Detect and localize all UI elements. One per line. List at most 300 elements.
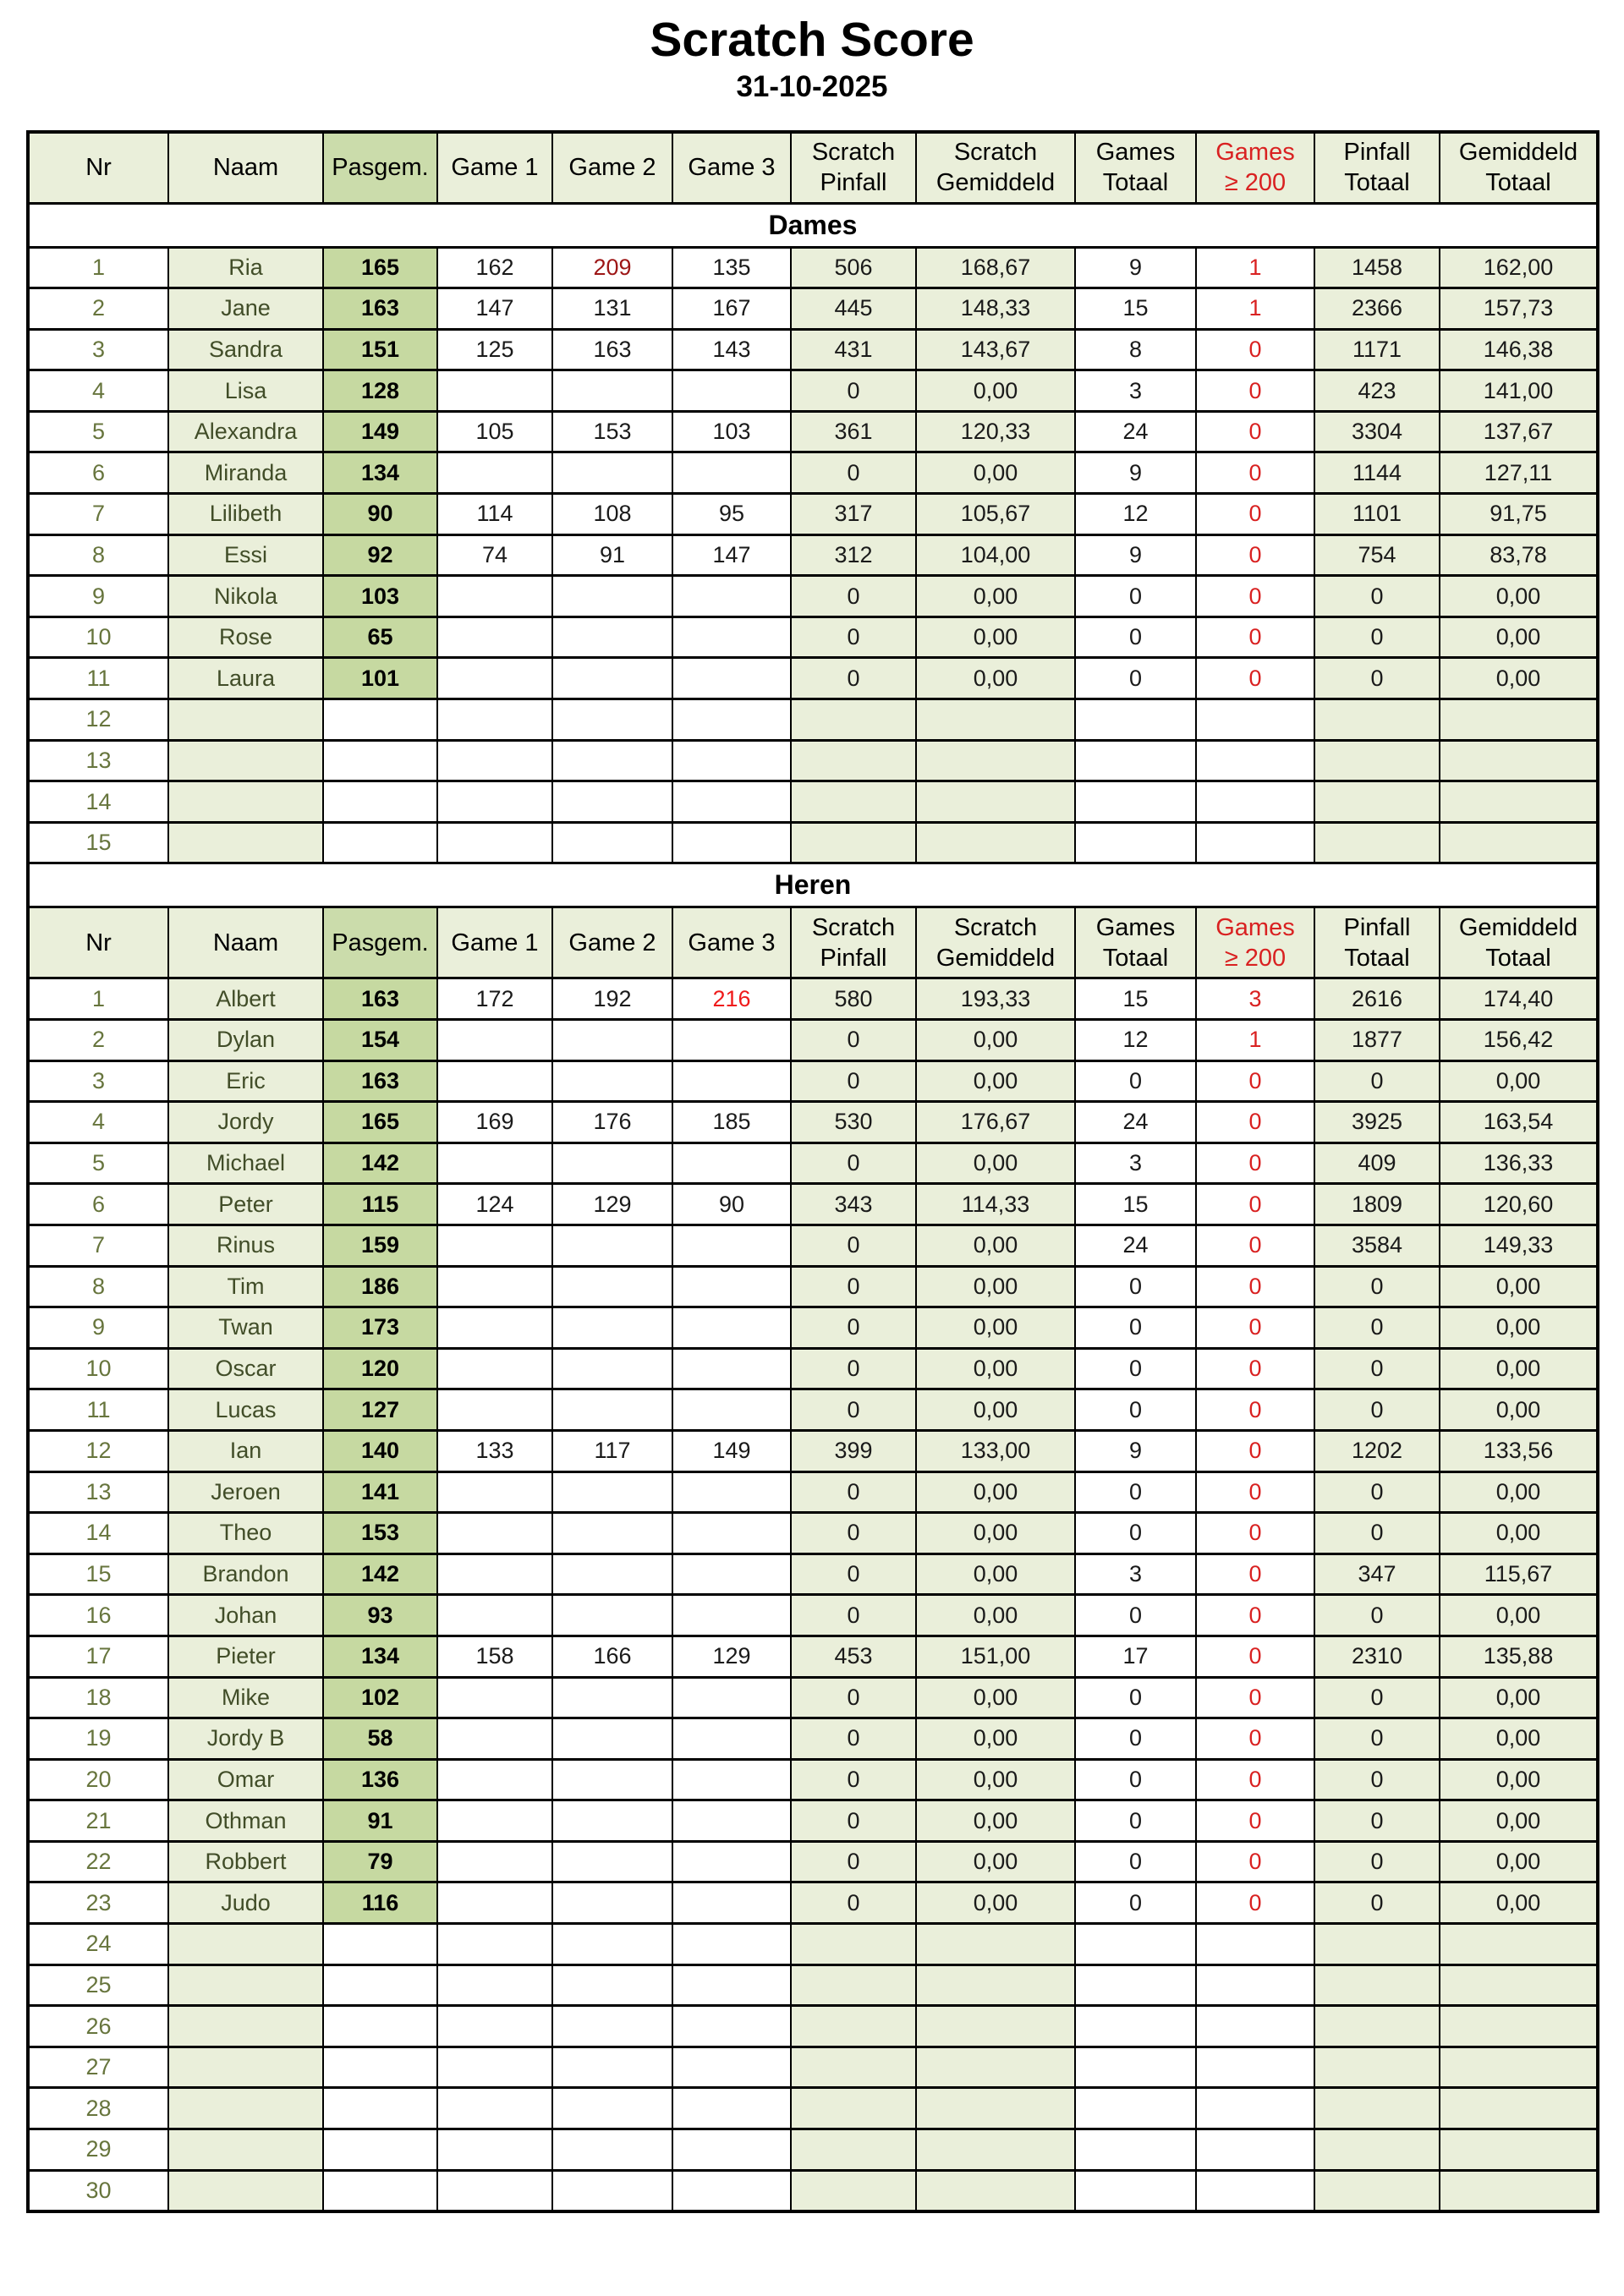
cell-naam: Sandra bbox=[168, 329, 323, 370]
cell-sg bbox=[916, 822, 1075, 863]
cell-pasgem: 151 bbox=[323, 329, 437, 370]
cell-game bbox=[437, 1307, 552, 1349]
cell-g200: 0 bbox=[1196, 658, 1314, 699]
cell-game: 163 bbox=[552, 329, 672, 370]
cell-sg: 193,33 bbox=[916, 978, 1075, 1020]
cell-gem: 146,38 bbox=[1440, 329, 1598, 370]
cell-game bbox=[672, 1471, 791, 1513]
cell-sp: 580 bbox=[791, 978, 916, 1020]
cell-pasgem bbox=[323, 2088, 437, 2129]
cell-pasgem: 142 bbox=[323, 1553, 437, 1595]
cell-gt: 9 bbox=[1075, 247, 1196, 288]
cell-gem: 0,00 bbox=[1440, 576, 1598, 617]
col-header-line: Games bbox=[1095, 913, 1176, 941]
cell-nr: 11 bbox=[28, 658, 168, 699]
cell-game bbox=[437, 1677, 552, 1718]
cell-g200 bbox=[1196, 781, 1314, 823]
cell-naam: Theo bbox=[168, 1513, 323, 1554]
col-header-naam bbox=[168, 132, 323, 203]
cell-naam: Miranda bbox=[168, 452, 323, 494]
cell-sg: 0,00 bbox=[916, 452, 1075, 494]
cell-pasgem: 58 bbox=[323, 1718, 437, 1760]
col-header-line: Pinfall bbox=[1343, 139, 1411, 167]
cell-gem: 0,00 bbox=[1440, 1471, 1598, 1513]
cell-naam: Essi bbox=[168, 534, 323, 576]
cell-gt: 0 bbox=[1075, 616, 1196, 658]
col-header-pasgem bbox=[323, 907, 437, 978]
cell-game: 124 bbox=[437, 1184, 552, 1225]
cell-sp: 0 bbox=[791, 1595, 916, 1636]
cell-pt: 0 bbox=[1314, 1471, 1440, 1513]
cell-sp: 0 bbox=[791, 1020, 916, 1061]
cell-gt bbox=[1075, 2088, 1196, 2129]
col-header-game bbox=[552, 132, 672, 203]
cell-sp: 0 bbox=[791, 1513, 916, 1554]
cell-pt: 2310 bbox=[1314, 1636, 1440, 1677]
col-header-game bbox=[552, 907, 672, 978]
cell-sg: 0,00 bbox=[916, 370, 1075, 412]
cell-gem: 120,60 bbox=[1440, 1184, 1598, 1225]
cell-game: 95 bbox=[672, 494, 791, 535]
cell-game bbox=[672, 2047, 791, 2088]
table-row bbox=[28, 247, 1598, 288]
cell-game bbox=[552, 822, 672, 863]
cell-pasgem: 134 bbox=[323, 1636, 437, 1677]
col-header-line: Game 2 bbox=[568, 929, 656, 956]
cell-nr: 28 bbox=[28, 2088, 168, 2129]
cell-game: 172 bbox=[437, 978, 552, 1020]
table-row bbox=[28, 370, 1598, 412]
cell-sp: 312 bbox=[791, 534, 916, 576]
cell-nr: 8 bbox=[28, 1266, 168, 1307]
cell-sg: 151,00 bbox=[916, 1636, 1075, 1677]
cell-game bbox=[672, 699, 791, 741]
table-row bbox=[28, 2129, 1598, 2171]
cell-sp: 317 bbox=[791, 494, 916, 535]
cell-gt: 0 bbox=[1075, 1266, 1196, 1307]
cell-sp bbox=[791, 1924, 916, 1965]
cell-nr: 23 bbox=[28, 1882, 168, 1924]
cell-game: 91 bbox=[552, 534, 672, 576]
cell-game bbox=[552, 1225, 672, 1266]
cell-nr: 18 bbox=[28, 1677, 168, 1718]
cell-pt bbox=[1314, 1964, 1440, 2006]
cell-sg: 105,67 bbox=[916, 494, 1075, 535]
cell-game bbox=[672, 781, 791, 823]
cell-g200: 0 bbox=[1196, 1595, 1314, 1636]
cell-game bbox=[552, 1924, 672, 1965]
cell-sp: 0 bbox=[791, 1718, 916, 1760]
cell-sp: 399 bbox=[791, 1430, 916, 1471]
cell-gem: 149,33 bbox=[1440, 1225, 1598, 1266]
cell-gem: 0,00 bbox=[1440, 616, 1598, 658]
cell-naam: Jeroen bbox=[168, 1471, 323, 1513]
cell-nr: 4 bbox=[28, 1102, 168, 1143]
cell-pt: 0 bbox=[1314, 1718, 1440, 1760]
cell-sg: 0,00 bbox=[916, 576, 1075, 617]
cell-pasgem: 92 bbox=[323, 534, 437, 576]
cell-gt: 0 bbox=[1075, 1060, 1196, 1102]
cell-gt: 3 bbox=[1075, 1143, 1196, 1184]
cell-naam: Twan bbox=[168, 1307, 323, 1349]
cell-gem: 0,00 bbox=[1440, 1882, 1598, 1924]
cell-gem: 0,00 bbox=[1440, 1718, 1598, 1760]
table-row bbox=[28, 411, 1598, 452]
cell-nr: 8 bbox=[28, 534, 168, 576]
col-header-line: Game 1 bbox=[451, 929, 539, 956]
table-row bbox=[28, 452, 1598, 494]
cell-game bbox=[552, 1841, 672, 1882]
cell-pt: 423 bbox=[1314, 370, 1440, 412]
cell-sg bbox=[916, 699, 1075, 741]
cell-nr: 21 bbox=[28, 1800, 168, 1842]
cell-game bbox=[672, 576, 791, 617]
cell-game bbox=[672, 2088, 791, 2129]
table-row bbox=[28, 1060, 1598, 1102]
col-header-gt bbox=[1075, 132, 1196, 203]
cell-game: 167 bbox=[672, 288, 791, 330]
cell-pt: 0 bbox=[1314, 1677, 1440, 1718]
col-header-line: Totaal bbox=[1485, 169, 1551, 197]
cell-gt: 0 bbox=[1075, 1307, 1196, 1349]
cell-nr: 12 bbox=[28, 699, 168, 741]
col-header-nr bbox=[28, 907, 168, 978]
cell-sp: 0 bbox=[791, 1677, 916, 1718]
col-header-g200 bbox=[1196, 907, 1314, 978]
cell-sg: 0,00 bbox=[916, 1841, 1075, 1882]
cell-sp bbox=[791, 2088, 916, 2129]
cell-pasgem: 79 bbox=[323, 1841, 437, 1882]
cell-game bbox=[552, 2129, 672, 2171]
cell-naam bbox=[168, 699, 323, 741]
cell-pasgem bbox=[323, 1964, 437, 2006]
cell-pasgem: 102 bbox=[323, 1677, 437, 1718]
cell-game bbox=[552, 2170, 672, 2211]
cell-nr: 3 bbox=[28, 1060, 168, 1102]
cell-game bbox=[437, 658, 552, 699]
cell-g200 bbox=[1196, 822, 1314, 863]
page-title: Scratch Score bbox=[650, 13, 974, 67]
cell-pasgem: 163 bbox=[323, 1060, 437, 1102]
cell-nr: 2 bbox=[28, 1020, 168, 1061]
cell-game: 103 bbox=[672, 411, 791, 452]
cell-gt: 3 bbox=[1075, 370, 1196, 412]
cell-gem: 127,11 bbox=[1440, 452, 1598, 494]
cell-game bbox=[437, 1266, 552, 1307]
cell-gt: 3 bbox=[1075, 1553, 1196, 1595]
cell-game bbox=[552, 1595, 672, 1636]
cell-sp bbox=[791, 740, 916, 781]
cell-game bbox=[437, 2129, 552, 2171]
cell-game bbox=[672, 1595, 791, 1636]
cell-nr: 30 bbox=[28, 2170, 168, 2211]
cell-pasgem: 163 bbox=[323, 978, 437, 1020]
cell-pt: 0 bbox=[1314, 1389, 1440, 1431]
cell-sg: 0,00 bbox=[916, 1060, 1075, 1102]
cell-gt bbox=[1075, 1924, 1196, 1965]
cell-gem: 0,00 bbox=[1440, 1266, 1598, 1307]
cell-gt: 12 bbox=[1075, 1020, 1196, 1061]
cell-sp: 0 bbox=[791, 1800, 916, 1842]
cell-naam: Johan bbox=[168, 1595, 323, 1636]
cell-g200: 1 bbox=[1196, 288, 1314, 330]
cell-sg: 148,33 bbox=[916, 288, 1075, 330]
cell-sg: 168,67 bbox=[916, 247, 1075, 288]
cell-game bbox=[437, 452, 552, 494]
table-row bbox=[28, 2088, 1598, 2129]
cell-game: 192 bbox=[552, 978, 672, 1020]
cell-naam: Jane bbox=[168, 288, 323, 330]
cell-game bbox=[672, 1924, 791, 1965]
cell-nr: 29 bbox=[28, 2129, 168, 2171]
cell-sp: 343 bbox=[791, 1184, 916, 1225]
cell-pt: 1809 bbox=[1314, 1184, 1440, 1225]
cell-g200: 0 bbox=[1196, 576, 1314, 617]
cell-gt: 15 bbox=[1075, 978, 1196, 1020]
cell-game: 129 bbox=[672, 1636, 791, 1677]
cell-sp bbox=[791, 699, 916, 741]
cell-pasgem: 116 bbox=[323, 1882, 437, 1924]
cell-game bbox=[672, 658, 791, 699]
cell-g200 bbox=[1196, 1924, 1314, 1965]
cell-gem: 141,00 bbox=[1440, 370, 1598, 412]
cell-game bbox=[437, 2047, 552, 2088]
cell-pt: 0 bbox=[1314, 616, 1440, 658]
cell-gt bbox=[1075, 1964, 1196, 2006]
cell-sg bbox=[916, 2129, 1075, 2171]
cell-pt bbox=[1314, 2006, 1440, 2047]
cell-game bbox=[437, 1225, 552, 1266]
cell-naam bbox=[168, 1964, 323, 2006]
cell-pt bbox=[1314, 699, 1440, 741]
table-row bbox=[28, 1595, 1598, 1636]
cell-g200: 0 bbox=[1196, 1184, 1314, 1225]
table-row bbox=[28, 1225, 1598, 1266]
cell-sg: 120,33 bbox=[916, 411, 1075, 452]
cell-pt bbox=[1314, 2047, 1440, 2088]
col-header-line: Totaal bbox=[1344, 169, 1410, 197]
cell-nr: 5 bbox=[28, 411, 168, 452]
cell-sp: 445 bbox=[791, 288, 916, 330]
cell-game bbox=[437, 1800, 552, 1842]
cell-game: 216 bbox=[672, 978, 791, 1020]
cell-game: 185 bbox=[672, 1102, 791, 1143]
cell-sp: 0 bbox=[791, 1060, 916, 1102]
cell-sg: 0,00 bbox=[916, 1595, 1075, 1636]
cell-game: 105 bbox=[437, 411, 552, 452]
cell-pasgem: 136 bbox=[323, 1759, 437, 1800]
col-header-naam bbox=[168, 907, 323, 978]
cell-naam: Brandon bbox=[168, 1553, 323, 1595]
cell-pasgem: 159 bbox=[323, 1225, 437, 1266]
cell-pasgem: 165 bbox=[323, 247, 437, 288]
cell-game bbox=[552, 616, 672, 658]
cell-game: 158 bbox=[437, 1636, 552, 1677]
cell-sg: 0,00 bbox=[916, 1348, 1075, 1389]
col-header-game bbox=[437, 907, 552, 978]
cell-sg: 0,00 bbox=[916, 1800, 1075, 1842]
cell-nr: 3 bbox=[28, 329, 168, 370]
cell-game: 143 bbox=[672, 329, 791, 370]
cell-game: 129 bbox=[552, 1184, 672, 1225]
cell-naam: Jordy B bbox=[168, 1718, 323, 1760]
col-header-line: Scratch bbox=[953, 139, 1038, 167]
cell-pasgem bbox=[323, 822, 437, 863]
cell-g200: 0 bbox=[1196, 1759, 1314, 1800]
cell-game: 74 bbox=[437, 534, 552, 576]
cell-game bbox=[552, 1266, 672, 1307]
cell-gem bbox=[1440, 2129, 1598, 2171]
cell-pasgem: 186 bbox=[323, 1266, 437, 1307]
cell-game bbox=[437, 1513, 552, 1554]
section-label-heren: Heren bbox=[28, 863, 1598, 907]
cell-pt bbox=[1314, 2129, 1440, 2171]
cell-sg bbox=[916, 1924, 1075, 1965]
cell-sg: 0,00 bbox=[916, 658, 1075, 699]
cell-gt: 9 bbox=[1075, 1430, 1196, 1471]
table-row bbox=[28, 1841, 1598, 1882]
cell-g200: 0 bbox=[1196, 1143, 1314, 1184]
cell-game bbox=[672, 1800, 791, 1842]
cell-gem: 83,78 bbox=[1440, 534, 1598, 576]
col-header-line: Totaal bbox=[1344, 944, 1410, 972]
cell-sg: 104,00 bbox=[916, 534, 1075, 576]
cell-sg bbox=[916, 2170, 1075, 2211]
cell-game bbox=[672, 1882, 791, 1924]
cell-g200: 0 bbox=[1196, 1718, 1314, 1760]
cell-gt bbox=[1075, 822, 1196, 863]
cell-sp: 431 bbox=[791, 329, 916, 370]
cell-pt: 0 bbox=[1314, 658, 1440, 699]
cell-sg: 0,00 bbox=[916, 1882, 1075, 1924]
table-row bbox=[28, 2006, 1598, 2047]
cell-sg: 0,00 bbox=[916, 1389, 1075, 1431]
cell-game bbox=[437, 1595, 552, 1636]
cell-sg: 0,00 bbox=[916, 1266, 1075, 1307]
cell-game bbox=[672, 1020, 791, 1061]
col-header-line: Pasgem. bbox=[332, 929, 429, 956]
cell-pt: 0 bbox=[1314, 1759, 1440, 1800]
cell-gem: 137,67 bbox=[1440, 411, 1598, 452]
cell-naam bbox=[168, 822, 323, 863]
col-header-game bbox=[437, 132, 552, 203]
col-header-line: Game 2 bbox=[568, 154, 656, 182]
col-header-sp bbox=[791, 132, 916, 203]
cell-gem: 0,00 bbox=[1440, 1841, 1598, 1882]
cell-gem bbox=[1440, 740, 1598, 781]
cell-pasgem: 127 bbox=[323, 1389, 437, 1431]
cell-g200: 0 bbox=[1196, 1882, 1314, 1924]
cell-gem bbox=[1440, 822, 1598, 863]
cell-sp: 0 bbox=[791, 1143, 916, 1184]
cell-pasgem: 173 bbox=[323, 1307, 437, 1349]
cell-game: 162 bbox=[437, 247, 552, 288]
cell-pasgem bbox=[323, 781, 437, 823]
cell-gt: 15 bbox=[1075, 288, 1196, 330]
cell-naam: Ian bbox=[168, 1430, 323, 1471]
date: 31-10-2025 bbox=[736, 70, 888, 103]
col-header-g200 bbox=[1196, 132, 1314, 203]
cell-sg: 0,00 bbox=[916, 1759, 1075, 1800]
cell-naam: Pieter bbox=[168, 1636, 323, 1677]
cell-gem: 133,56 bbox=[1440, 1430, 1598, 1471]
col-header-line: ≥ 200 bbox=[1224, 944, 1287, 972]
cell-game bbox=[552, 658, 672, 699]
cell-gem: 157,73 bbox=[1440, 288, 1598, 330]
cell-g200 bbox=[1196, 2006, 1314, 2047]
cell-game: 176 bbox=[552, 1102, 672, 1143]
cell-game bbox=[672, 1677, 791, 1718]
cell-naam bbox=[168, 2170, 323, 2211]
cell-game bbox=[552, 1964, 672, 2006]
cell-nr: 25 bbox=[28, 1964, 168, 2006]
cell-game bbox=[437, 1389, 552, 1431]
table-row bbox=[28, 494, 1598, 535]
cell-sp: 0 bbox=[791, 658, 916, 699]
cell-nr: 10 bbox=[28, 1348, 168, 1389]
cell-pt bbox=[1314, 2088, 1440, 2129]
cell-sp: 0 bbox=[791, 1759, 916, 1800]
cell-game bbox=[437, 1718, 552, 1760]
cell-sp bbox=[791, 2170, 916, 2211]
cell-naam: Michael bbox=[168, 1143, 323, 1184]
cell-pt: 3925 bbox=[1314, 1102, 1440, 1143]
col-header-line: Totaal bbox=[1102, 944, 1169, 972]
cell-nr: 16 bbox=[28, 1595, 168, 1636]
cell-naam bbox=[168, 2129, 323, 2171]
cell-gt bbox=[1075, 2170, 1196, 2211]
cell-pasgem: 154 bbox=[323, 1020, 437, 1061]
cell-gem: 174,40 bbox=[1440, 978, 1598, 1020]
cell-g200 bbox=[1196, 2129, 1314, 2171]
cell-naam: Jordy bbox=[168, 1102, 323, 1143]
cell-gem: 156,42 bbox=[1440, 1020, 1598, 1061]
cell-gt: 15 bbox=[1075, 1184, 1196, 1225]
cell-game: 131 bbox=[552, 288, 672, 330]
cell-naam: Rose bbox=[168, 616, 323, 658]
cell-pt bbox=[1314, 740, 1440, 781]
cell-game bbox=[672, 452, 791, 494]
col-header-line: Naam bbox=[212, 929, 279, 956]
cell-pt: 3584 bbox=[1314, 1225, 1440, 1266]
cell-game: 147 bbox=[672, 534, 791, 576]
table-row bbox=[28, 699, 1598, 741]
cell-nr: 6 bbox=[28, 452, 168, 494]
cell-gt: 0 bbox=[1075, 1841, 1196, 1882]
table-row bbox=[28, 1266, 1598, 1307]
cell-pt bbox=[1314, 822, 1440, 863]
cell-pasgem: 163 bbox=[323, 288, 437, 330]
cell-game bbox=[552, 2047, 672, 2088]
cell-pasgem: 101 bbox=[323, 658, 437, 699]
cell-naam bbox=[168, 2088, 323, 2129]
col-header-gem bbox=[1440, 132, 1598, 203]
cell-sp: 0 bbox=[791, 1553, 916, 1595]
col-header-line: Games bbox=[1215, 913, 1295, 941]
cell-game: 147 bbox=[437, 288, 552, 330]
cell-game bbox=[437, 1471, 552, 1513]
cell-gt: 0 bbox=[1075, 576, 1196, 617]
cell-game bbox=[672, 616, 791, 658]
col-header-line: ≥ 200 bbox=[1224, 169, 1287, 197]
cell-gem: 0,00 bbox=[1440, 1348, 1598, 1389]
cell-pt: 0 bbox=[1314, 1348, 1440, 1389]
cell-game bbox=[672, 1718, 791, 1760]
cell-nr: 1 bbox=[28, 978, 168, 1020]
cell-game bbox=[552, 781, 672, 823]
cell-game bbox=[672, 1266, 791, 1307]
cell-g200: 0 bbox=[1196, 534, 1314, 576]
